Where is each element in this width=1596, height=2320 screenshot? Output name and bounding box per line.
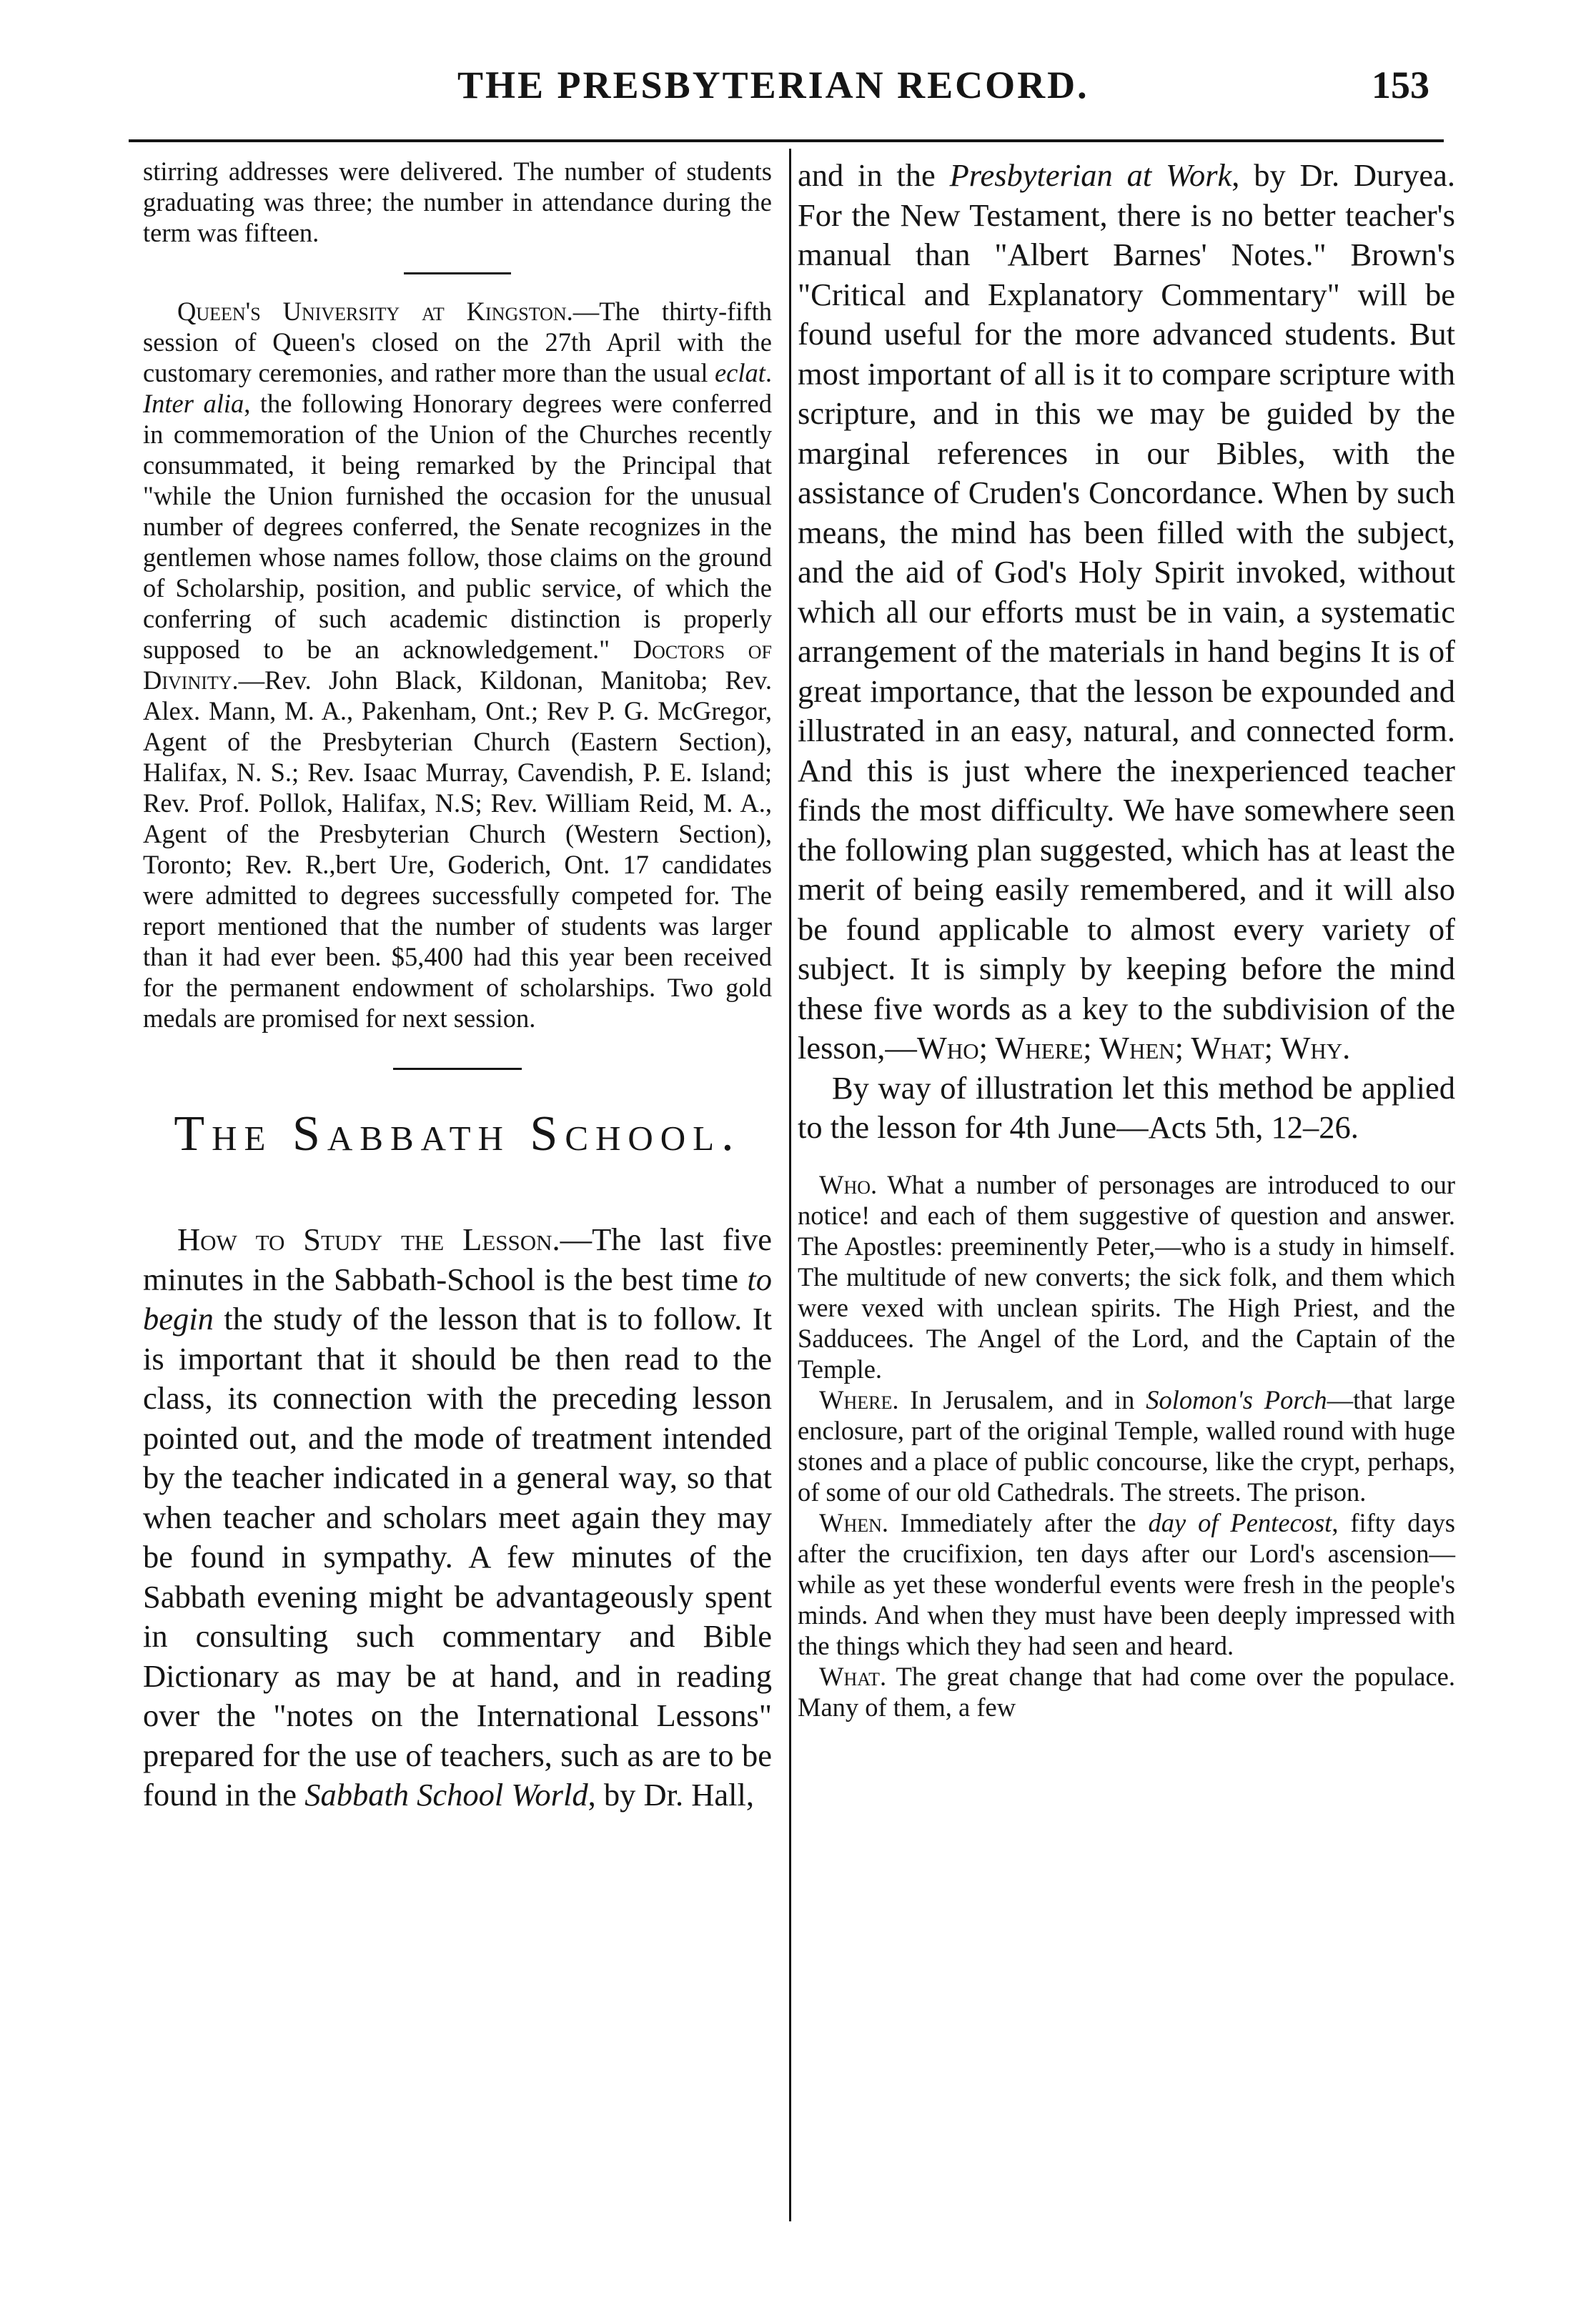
publication-title: THE PRESBYTERIAN RECORD.: [457, 64, 1089, 106]
what-paragraph: What. The great change that had come over the populace. Many of them, a few: [798, 1661, 1455, 1722]
header-rule: [129, 139, 1444, 142]
queens-heading: Queen's University at Kingston.: [177, 297, 573, 326]
when-paragraph: When. Immediately after the day of Pentecost, fifty days after the crucifixion, ten days after our Lord's ascension—while as yet these wonderful events were fresh in the people's minds. And when they must have been deeply impressed with the things which they had seen and heard.: [798, 1507, 1455, 1660]
doctors-heading: Doctors of Divinity.: [143, 635, 772, 695]
graduation-paragraph: stirring addresses were delivered. The number of students graduating was three; the number in attendance during the term was fifteen.: [143, 157, 772, 247]
who-label: Who.: [819, 1169, 878, 1199]
column-divider: [789, 149, 791, 2221]
page-number: 153: [1372, 64, 1429, 106]
five-words: Who; Where; When; What; Why.: [916, 1030, 1351, 1066]
study-lesson-paragraph: How to Study the Lesson.—The last five minutes in the Sabbath-School is the best time to begin the study of the lesson that is to follow. It is important that it should be then read to the class, its connection with the preceding lesson pointed out, and the mode of treatment intended by the teacher indicated in a general way, so that when teacher and scholars meet again they may be found in sympathy. A few minutes of the Sabbath evening might be advantageously spent in consulting such commentary and Bible Dictionary as may be at hand, and in reading over the "notes on the International Lessons" prepared for the use of teachers, such as are to be found in the Sabbath School World, by Dr. Hall,: [143, 1221, 772, 1813]
where-paragraph: Where. In Jerusalem, and in Solomon's Porch—that large enclosure, part of the original Temple, walled round with huge stones and a place of public concourse, like the crypt, perhaps, of some of our old Cathedrals. The streets. The prison.: [798, 1384, 1455, 1507]
separator-rule: [393, 1068, 522, 1070]
who-paragraph: Who. What a number of personages are introduced to our notice! and each of them suggestive of question and answer. The Apostles: preeminently Peter,—who is a study in himself. The multitude of new converts; the sick folk, and them which were vexed with unclean spirits. The High Priest, and the Sadducees. The Angel of the Lord, and the Captain of the Temple.: [798, 1169, 1455, 1384]
queens-university-paragraph: Queen's University at Kingston.—The thirty-fifth session of Queen's closed on the 27th April with the customary ceremonies, and rather more than the usual eclat. Inter alia, the following Honorary degrees were conferred in commemoration of the Union of the Churches recently consummated, it being remarked by the Principal that "while the Union furnished the occasion for the unusual number of degrees conferred, the Senate recognizes in the gentlemen whose names follow, those claims on the ground of Scholarship, position, and public service, of which the conferring of such academic distinction is properly supposed to be an acknowledgement." Doctors of Divinity.—Rev. John Black, Kildonan, Manitoba; Rev. Alex. Mann, M. A., Pakenham, Ont.; Rev P. G. McGregor, Agent of the Presbyterian Church (Eastern Section), Halifax, N. S.; Rev. Isaac Murray, Cavendish, P. E. Island; Rev. Prof. Pollok, Halifax, N.S; Rev. William Reid, M. A., Agent of the Presbyterian Church (Western Section), Toronto; Rev. R.,bert Ure, Goderich, Ont. 17 candidates were admitted to degrees successfully competed for. The report mentioned that the number of students was larger than it had ever been. $5,400 had this year been received for the permanent endowment of scholarships. Two gold medals are promised for next session.: [143, 297, 773, 1033]
what-label: What.: [819, 1661, 887, 1691]
left-column: [143, 156, 772, 1815]
right-column: [798, 156, 1455, 1722]
lesson-heading: How to Study the Lesson.: [177, 1221, 560, 1257]
when-label: When.: [819, 1507, 889, 1537]
separator-rule: [404, 272, 511, 274]
running-header: [129, 63, 1444, 127]
illustration-paragraph: By way of illustration let this method be applied to the lesson for 4th June—Acts 5th, 12–26.: [798, 1069, 1455, 1145]
section-heading: The Sabbath School.: [174, 1106, 741, 1161]
where-label: Where.: [819, 1384, 899, 1414]
commentary-paragraph: and in the Presbyterian at Work, by Dr. Duryea. For the New Testament, there is no better teacher's manual than "Albert Barnes' Notes." Brown's "Critical and Explanatory Commentary" will be found useful for the more advanced students. But most important of all is it to compare scripture with scripture, and in this we may be guided by the marginal references in our Bibles, with the assistance of Cruden's Concordance. When by such means, the mind has been filled with the subject, and the aid of God's Holy Spirit invoked, without which all our efforts must be in vain, a systematic arrangement of the materials in hand begins It is of great importance, that the lesson be expounded and illustrated in an easy, natural, and connected form. And this is just where the inexperienced teacher finds the most difficulty. We have somewhere seen the following plan suggested, which has at least the merit of being easily remembered, and it will also be found applicable to almost every variety of subject. It is simply by keeping before the mind these five words as a key to the subdivision of the lesson,—Who; Where; When; What; Why.: [798, 157, 1455, 1066]
